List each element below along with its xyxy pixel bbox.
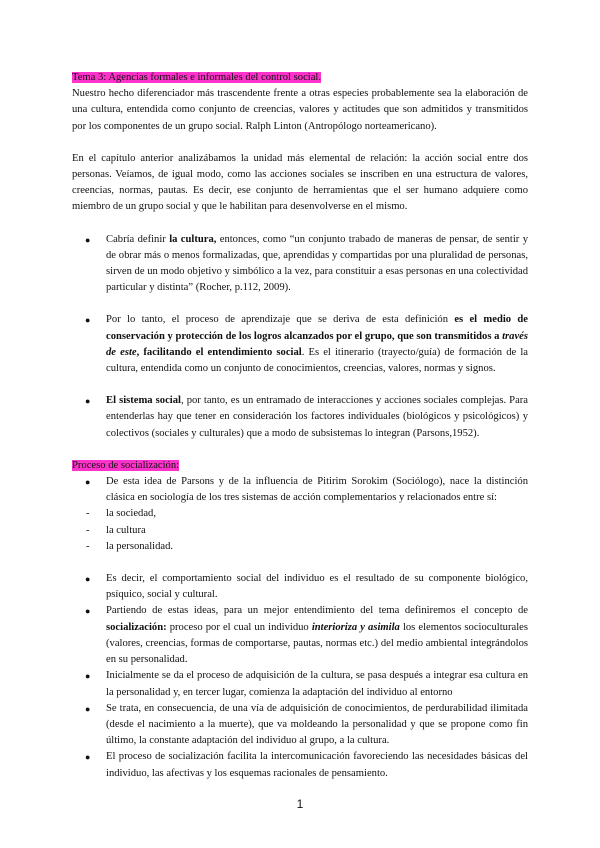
- bullet-icon: ●: [85, 671, 91, 682]
- bullet-icon: ●: [85, 234, 91, 245]
- bullet-icon: ●: [85, 606, 91, 617]
- dash-item-society: - la sociedad,: [86, 508, 157, 520]
- bullet-icon: ●: [85, 752, 91, 763]
- dash-item-culture: - la cultura: [86, 524, 146, 536]
- bullet-icon: ●: [85, 703, 91, 714]
- section-title-socialization: Proceso de socialización:: [72, 459, 180, 471]
- page-number: 1: [296, 797, 304, 811]
- socialization-bullet-list-a: [72, 474, 528, 506]
- bullet-social-system: ● El sistema social, por tanto, es un entramado de interacciones y acciones sociales complejas. Para entenderlas hay que tener en consideración los factores individuales (biológicos y psicológicos) y colectivos (sociales y culturales) que a modo de subsistemas lo integran (Parsons,1952).: [85, 395, 529, 439]
- socialization-bullet-list-b: [72, 571, 528, 782]
- document-title: Tema 3: Agencias formales e informales del control social.: [72, 72, 322, 83]
- bullet-learning-process: ● Por lo tanto, el proceso de aprendizaje que se deriva de esta definición es el medio de conservación y protección de los logros alcanzados por el grupo, que son transmitidos a través de este, facilitando el entendimiento social. Es el itinerario (trayecto/guía) de formación de la cultura, entendida como un conjunto de conocimientos, creencias, valores, normas y signos.: [85, 314, 528, 375]
- document-page: [72, 70, 528, 782]
- bullet-icon: ●: [85, 396, 91, 407]
- culture-bullet-list: [72, 232, 528, 442]
- bullet-icon: ●: [85, 574, 91, 585]
- bullet-socialization-definition: ● Partiendo de estas ideas, para un mejor entendimiento del tema definiremos el concepto de socialización: proceso por el cual un individuo interioriza y asimila los elementos socioculturales (valores, creencias, formas de comportarse, pautas, normas etc.) del medio ambiental integrándolos en su personalidad.: [85, 605, 528, 666]
- bullet-intercommunication: ● El proceso de socialización facilita la intercomunicación favoreciendo las necesidades básicas del individuo, las afectivas y los esquemas racionales de pensamiento.: [85, 751, 528, 779]
- bullet-icon: ●: [85, 315, 91, 326]
- intro-paragraph: Nuestro hecho diferenciador más trascendente frente a otras especies probablemente sea la elaboración de una cultura, entendida como conjunto de creencias, valores y actitudes que son admitidos y transmitidos por los componentes de un grupo social. Ralph Linton (Antropólogo norteamericano).: [72, 88, 528, 132]
- bullet-icon: ●: [85, 477, 91, 488]
- dash-item-personality: - la personalidad.: [86, 540, 174, 552]
- context-paragraph: En el capítulo anterior analizábamos la unidad más elemental de relación: la acción social entre dos personas. Veíamos, de igual modo, como las acciones sociales se inscriben en una estructura de valores, creencias, normas, pautas. Es decir, ese conjunto de herramientas que el ser humano adquiere como miembro de un grupo social y que le habilitan para desenvolverse en el mismo.: [72, 152, 528, 213]
- bullet-social-behavior: ● Es decir, el comportamiento social del individuo es el resultado de su componente biológico, psíquico, social y cultural.: [85, 573, 528, 601]
- bullet-parsons-sorokin: ● De esta idea de Parsons y de la influencia de Pitirim Sorokim (Sociólogo), nace la distinción clásica en sociología de los tres sistemas de acción complementarios y relacionados entre sí:: [85, 476, 528, 504]
- bullet-knowledge-acquisition: ● Se trata, en consecuencia, de una vía de adquisición de conocimientos, de perdurabilidad ilimitada (desde el nacimiento a la muerte), que va moldeando la personalidad y que se propone como fin último, la constante adaptación del individuo al grupo, a la cultura.: [85, 702, 528, 747]
- systems-dash-list: [72, 506, 528, 555]
- bullet-culture-definition: ● Cabría definir la cultura, entonces, como “un conjunto trabado de maneras de pensar, de sentir y de obrar más o menos formalizadas, que, aprendidas y compartidas por una pluralidad de personas, sirven de un modo objetivo y simbólico a la vez, para constituir a esas personas en una colectividad particular y distinta” (Rocher, p.112, 2009).: [85, 233, 528, 294]
- bullet-culture-acquisition: ● Inicialmente se da el proceso de adquisición de la cultura, se pasa después a integrar esa cultura en la personalidad y, en tercer lugar, comienza la adaptación del individuo al entorno: [85, 670, 528, 698]
